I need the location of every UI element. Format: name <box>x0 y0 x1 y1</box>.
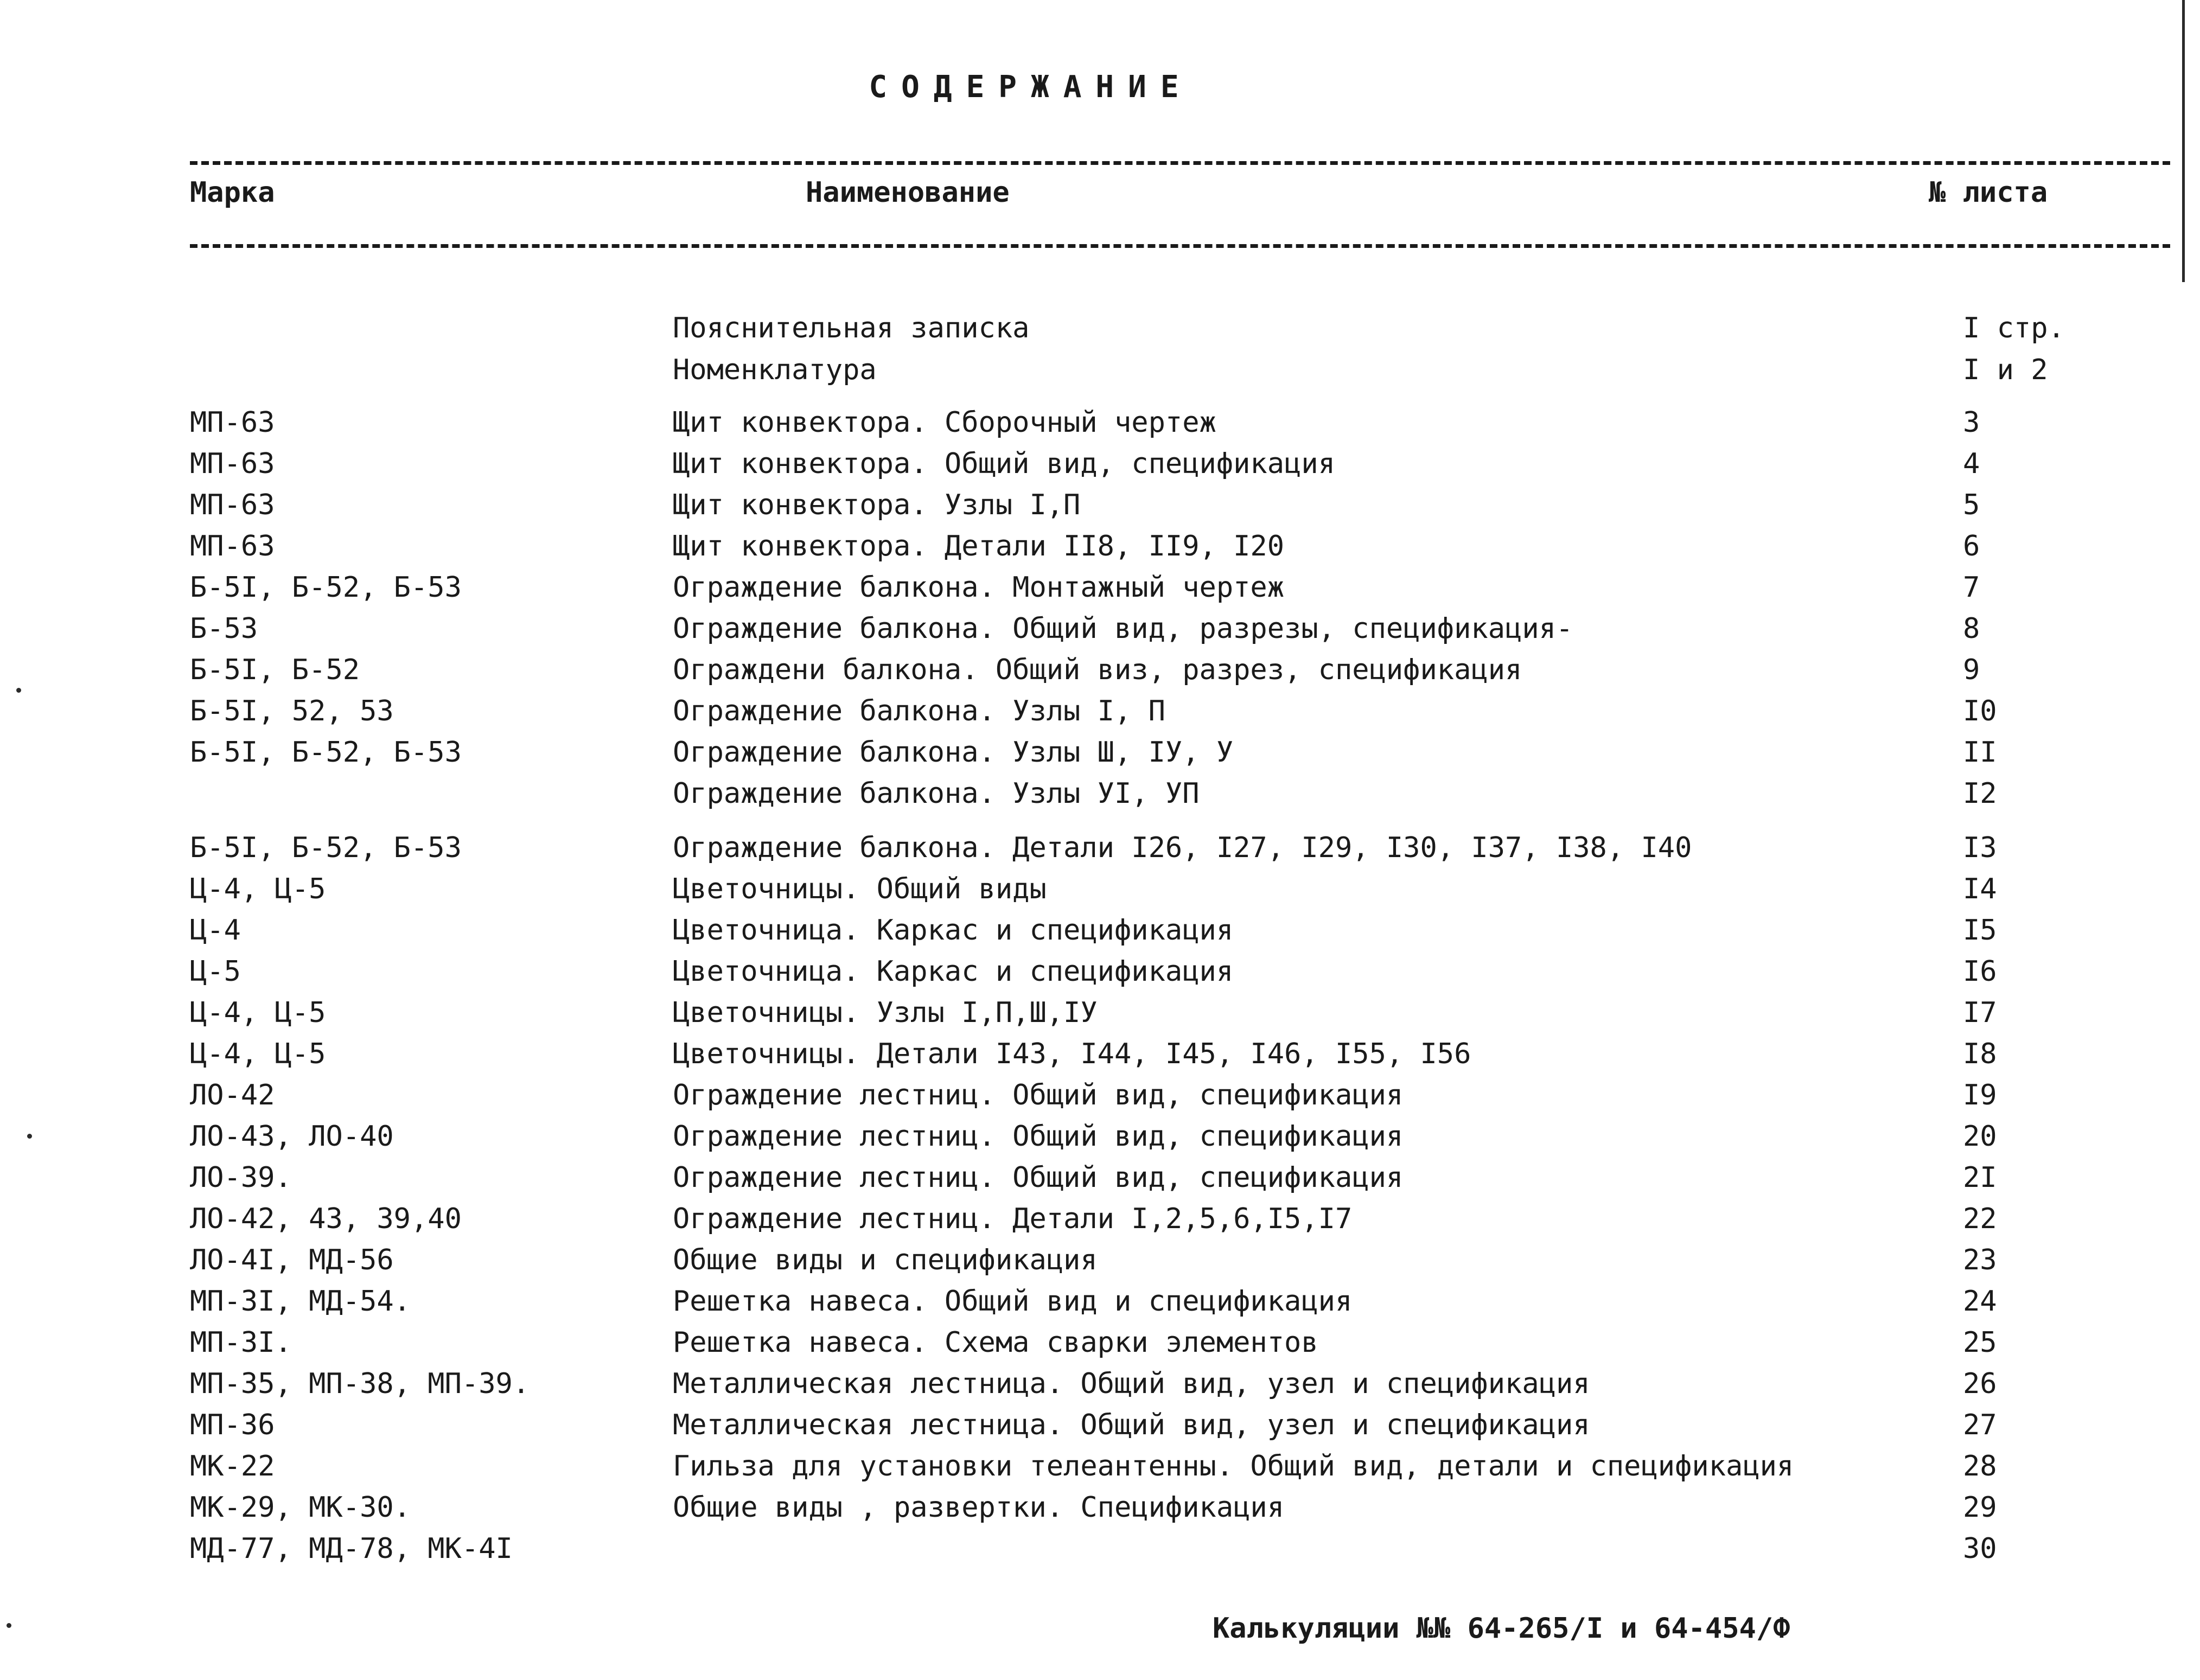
toc-row <box>0 1198 2200 1240</box>
toc-sheet: 5 <box>1963 489 1980 521</box>
toc-sheet: I и 2 <box>1963 354 2048 386</box>
toc-sheet: I0 <box>1963 695 1997 727</box>
toc-title: Ограждени балкона. Общий виз, разрез, спецификация <box>673 654 1522 686</box>
toc-row <box>0 992 2200 1033</box>
toc-row <box>0 732 2200 773</box>
toc-mark: Ц-4, Ц-5 <box>190 873 326 905</box>
toc-sheet: 28 <box>1963 1450 1997 1483</box>
toc-title: Общие виды и спецификация <box>673 1244 1098 1276</box>
toc-sheet: I4 <box>1963 873 1997 905</box>
toc-mark: ЛО-42 <box>190 1079 275 1112</box>
toc-row <box>0 443 2200 484</box>
toc-row <box>0 1487 2200 1528</box>
toc-row <box>0 1363 2200 1404</box>
toc-row <box>0 827 2200 868</box>
toc-row <box>0 526 2200 567</box>
toc-title: Решетка навеса. Общий вид и спецификация <box>673 1285 1353 1318</box>
toc-sheet: 26 <box>1963 1368 1997 1400</box>
toc-sheet: 4 <box>1963 448 1980 480</box>
toc-sheet: I9 <box>1963 1079 1997 1112</box>
toc-mark: ЛО-43, ЛО-40 <box>190 1120 394 1153</box>
toc-row <box>0 1322 2200 1363</box>
toc-mark: Б-53 <box>190 612 258 645</box>
toc-mark: Б-5I, Б-52, Б-53 <box>190 736 462 769</box>
toc-title: Решетка навеса. Схема сварки элементов <box>673 1326 1318 1359</box>
toc-sheet: I2 <box>1963 777 1997 810</box>
toc-row <box>0 1116 2200 1157</box>
toc-sheet: 9 <box>1963 654 1980 686</box>
toc-title: Ограждение лестниц. Общий вид, спецификация <box>673 1079 1404 1112</box>
toc-sheet: I стр. <box>1963 312 2065 344</box>
toc-mark: МП-36 <box>190 1409 275 1441</box>
toc-sheet: 8 <box>1963 612 1980 645</box>
calculation-reference: Калькуляции №№ 64-265/I и 64-454/Ф <box>1213 1612 1790 1645</box>
header-top-rule <box>190 161 2170 165</box>
toc-row <box>0 649 2200 691</box>
toc-mark: МП-3I. <box>190 1326 292 1359</box>
toc-mark: Ц-5 <box>190 955 241 988</box>
toc-title: Цветочница. Каркас и спецификация <box>673 914 1234 947</box>
toc-title: Ограждение балкона. Узлы Ш, IУ, У <box>673 736 1234 769</box>
toc-title: Ограждение балкона. Монтажный чертеж <box>673 571 1285 604</box>
toc-row <box>0 1033 2200 1075</box>
toc-sheet: 30 <box>1963 1532 1997 1565</box>
column-header-sheet: № листа <box>1929 176 2048 209</box>
toc-sheet: 23 <box>1963 1244 1997 1276</box>
toc-mark: ЛО-39. <box>190 1161 292 1194</box>
toc-row <box>0 402 2200 443</box>
column-header-name: Наименование <box>806 176 1010 209</box>
toc-row <box>0 308 2200 349</box>
toc-title: Цветочницы. Общий виды <box>673 873 1047 905</box>
toc-sheet: 20 <box>1963 1120 1997 1153</box>
toc-title: Ограждение балкона. Узлы I, П <box>673 695 1165 727</box>
toc-mark: Б-5I, Б-52 <box>190 654 360 686</box>
toc-title: Ограждение лестниц. Общий вид, спецификация <box>673 1161 1404 1194</box>
toc-row <box>0 951 2200 992</box>
toc-sheet: II <box>1963 736 1997 769</box>
toc-sheet: I6 <box>1963 955 1997 988</box>
toc-row <box>0 1157 2200 1198</box>
toc-title: Металлическая лестница. Общий вид, узел и спецификация <box>673 1409 1590 1441</box>
toc-sheet: I5 <box>1963 914 1997 947</box>
toc-row <box>0 608 2200 649</box>
toc-mark: Б-5I, 52, 53 <box>190 695 394 727</box>
toc-title: Щит конвектора. Общий вид, спецификация <box>673 448 1335 480</box>
toc-mark: Ц-4, Ц-5 <box>190 1038 326 1070</box>
toc-mark: МП-63 <box>190 406 275 439</box>
page-title: СОДЕРЖАНИЕ <box>869 69 1193 105</box>
toc-title: Ограждение лестниц. Общий вид, спецификация <box>673 1120 1404 1153</box>
toc-title: Ограждение балкона. Детали I26, I27, I29, I30, I37, I38, I40 <box>673 832 1692 864</box>
toc-title: Щит конвектора. Сборочный чертеж <box>673 406 1216 439</box>
toc-sheet: 2I <box>1963 1161 1997 1194</box>
toc-row <box>0 1528 2200 1569</box>
toc-row <box>0 567 2200 608</box>
toc-title: Общие виды , развертки. Спецификация <box>673 1491 1285 1524</box>
toc-title: Гильза для установки телеантенны. Общий вид, детали и спецификация <box>673 1450 1794 1483</box>
toc-mark: Б-5I, Б-52, Б-53 <box>190 571 462 604</box>
toc-mark: Ц-4 <box>190 914 241 947</box>
toc-sheet: 24 <box>1963 1285 1997 1318</box>
toc-sheet: 6 <box>1963 530 1980 563</box>
toc-mark: МК-29, МК-30. <box>190 1491 411 1524</box>
toc-row <box>0 1075 2200 1116</box>
toc-mark: МД-77, МД-78, МК-4I <box>190 1532 513 1565</box>
toc-title: Цветочница. Каркас и спецификация <box>673 955 1234 988</box>
toc-row <box>0 484 2200 526</box>
toc-row <box>0 1240 2200 1281</box>
toc-title: Металлическая лестница. Общий вид, узел и спецификация <box>673 1368 1590 1400</box>
toc-sheet: 27 <box>1963 1409 1997 1441</box>
toc-sheet: I8 <box>1963 1038 1997 1070</box>
toc-title: Щит конвектора. Детали II8, II9, I20 <box>673 530 1285 563</box>
toc-title: Ограждение балкона. Общий вид, разрезы, спецификация- <box>673 612 1573 645</box>
toc-mark: МП-63 <box>190 489 275 521</box>
header-bottom-rule <box>190 244 2170 248</box>
toc-sheet: 7 <box>1963 571 1980 604</box>
toc-mark: МП-63 <box>190 530 275 563</box>
toc-sheet: 25 <box>1963 1326 1997 1359</box>
toc-mark: МП-35, МП-38, МП-39. <box>190 1368 530 1400</box>
toc-row <box>0 691 2200 732</box>
toc-title: Щит конвектора. Узлы I,П <box>673 489 1081 521</box>
toc-sheet: 22 <box>1963 1203 1997 1235</box>
toc-row <box>0 1446 2200 1487</box>
toc-mark: МК-22 <box>190 1450 275 1483</box>
toc-sheet: 3 <box>1963 406 1980 439</box>
toc-sheet: I7 <box>1963 996 1997 1029</box>
toc-mark: Ц-4, Ц-5 <box>190 996 326 1029</box>
toc-mark: МП-3I, МД-54. <box>190 1285 411 1318</box>
toc-title: Ограждение лестниц. Детали I,2,5,6,I5,I7 <box>673 1203 1353 1235</box>
toc-title: Цветочницы. Детали I43, I44, I45, I46, I55, I56 <box>673 1038 1471 1070</box>
toc-row <box>0 868 2200 910</box>
scan-speck <box>7 1623 11 1628</box>
toc-sheet: 29 <box>1963 1491 1997 1524</box>
toc-title: Пояснительная записка <box>673 312 1030 344</box>
toc-mark: ЛО-4I, МД-56 <box>190 1244 394 1276</box>
toc-row <box>0 349 2200 391</box>
toc-row <box>0 1281 2200 1322</box>
toc-sheet: I3 <box>1963 832 1997 864</box>
toc-row <box>0 773 2200 814</box>
toc-row <box>0 910 2200 951</box>
toc-title: Номенклатура <box>673 354 877 386</box>
column-header-mark: Марка <box>190 176 275 209</box>
page-edge-border <box>2182 0 2185 282</box>
toc-row <box>0 1404 2200 1446</box>
toc-mark: ЛО-42, 43, 39,40 <box>190 1203 462 1235</box>
toc-title: Цветочницы. Узлы I,П,Ш,IУ <box>673 996 1098 1029</box>
toc-title: Ограждение балкона. Узлы УI, УП <box>673 777 1200 810</box>
toc-mark: МП-63 <box>190 448 275 480</box>
toc-mark: Б-5I, Б-52, Б-53 <box>190 832 462 864</box>
